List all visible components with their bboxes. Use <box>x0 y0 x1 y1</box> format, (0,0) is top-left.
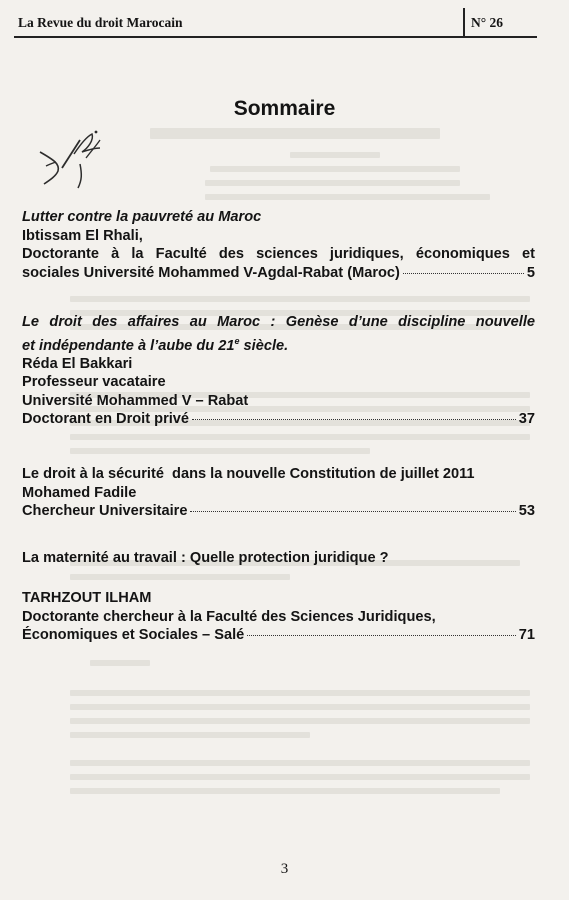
toc-entry <box>22 465 535 521</box>
entry-affiliation: sociales Université Mohammed V-Agdal-Rabat (Maroc) <box>22 264 400 281</box>
journal-title: La Revue du droit Marocain <box>18 15 183 30</box>
entry-leader-line <box>22 502 535 521</box>
entry-title: Lutter contre la pauvreté au Maroc <box>22 209 262 225</box>
entry-author: Réda El Bakkari <box>22 355 133 372</box>
entry-title-continued <box>22 332 535 355</box>
entry-author: Mohamed Fadile <box>22 484 137 501</box>
entry-page-number: 53 <box>518 503 535 519</box>
entry-author: TARHZOUT ILHAM <box>22 590 152 606</box>
dot-leader <box>403 273 524 274</box>
entry-leader-line <box>22 264 535 283</box>
entry-page-number: 5 <box>526 264 535 281</box>
dot-leader <box>190 511 515 512</box>
toc-entry <box>22 313 535 429</box>
page-number: 3 <box>280 861 289 877</box>
entry-role: Chercheur Universitaire <box>22 503 188 519</box>
entry-title-superscript: e <box>234 335 240 346</box>
entry-institution: Université Mohammed V – Rabat <box>22 392 249 409</box>
entry-affiliation: Doctorante chercheur à la Faculté des Sciences Juridiques, <box>22 608 436 625</box>
entry-title: Le droit des affaires au Maroc : Genèse d’une discipline nouvelle <box>22 314 535 330</box>
entry-role: Professeur vacataire <box>22 374 166 391</box>
toc-entry <box>22 549 535 568</box>
entry-page-number: 37 <box>518 411 535 428</box>
header-rule <box>14 36 537 38</box>
entry-affiliation: Doctorante à la Faculté des sciences juridiques, économiques et <box>22 246 535 262</box>
entry-page-number: 71 <box>518 627 535 643</box>
issue-number: N° 26 <box>471 15 504 30</box>
dot-leader <box>192 419 516 420</box>
entry-title: La maternité au travail : Quelle protection juridique ? <box>22 550 389 566</box>
entry-title: Le droit à la sécurité dans la nouvelle Constitution de juillet 2011 <box>22 466 475 482</box>
entry-leader-line <box>22 626 535 645</box>
page-title: Sommaire <box>233 97 336 120</box>
toc-entry-details <box>22 589 535 645</box>
handwritten-signature <box>36 124 116 194</box>
entry-affiliation: Économiques et Sociales – Salé <box>22 627 245 643</box>
toc-entry <box>22 208 535 282</box>
entry-title-part: et indépendante à l’aube du 21 <box>22 337 235 354</box>
entry-role: Doctorant en Droit privé <box>22 411 190 428</box>
entry-author: Ibtissam El Rhali, <box>22 227 143 244</box>
header-separator <box>463 8 465 38</box>
entry-leader-line <box>22 410 535 429</box>
dot-leader <box>247 635 516 636</box>
entry-title-part: siècle. <box>239 337 289 354</box>
